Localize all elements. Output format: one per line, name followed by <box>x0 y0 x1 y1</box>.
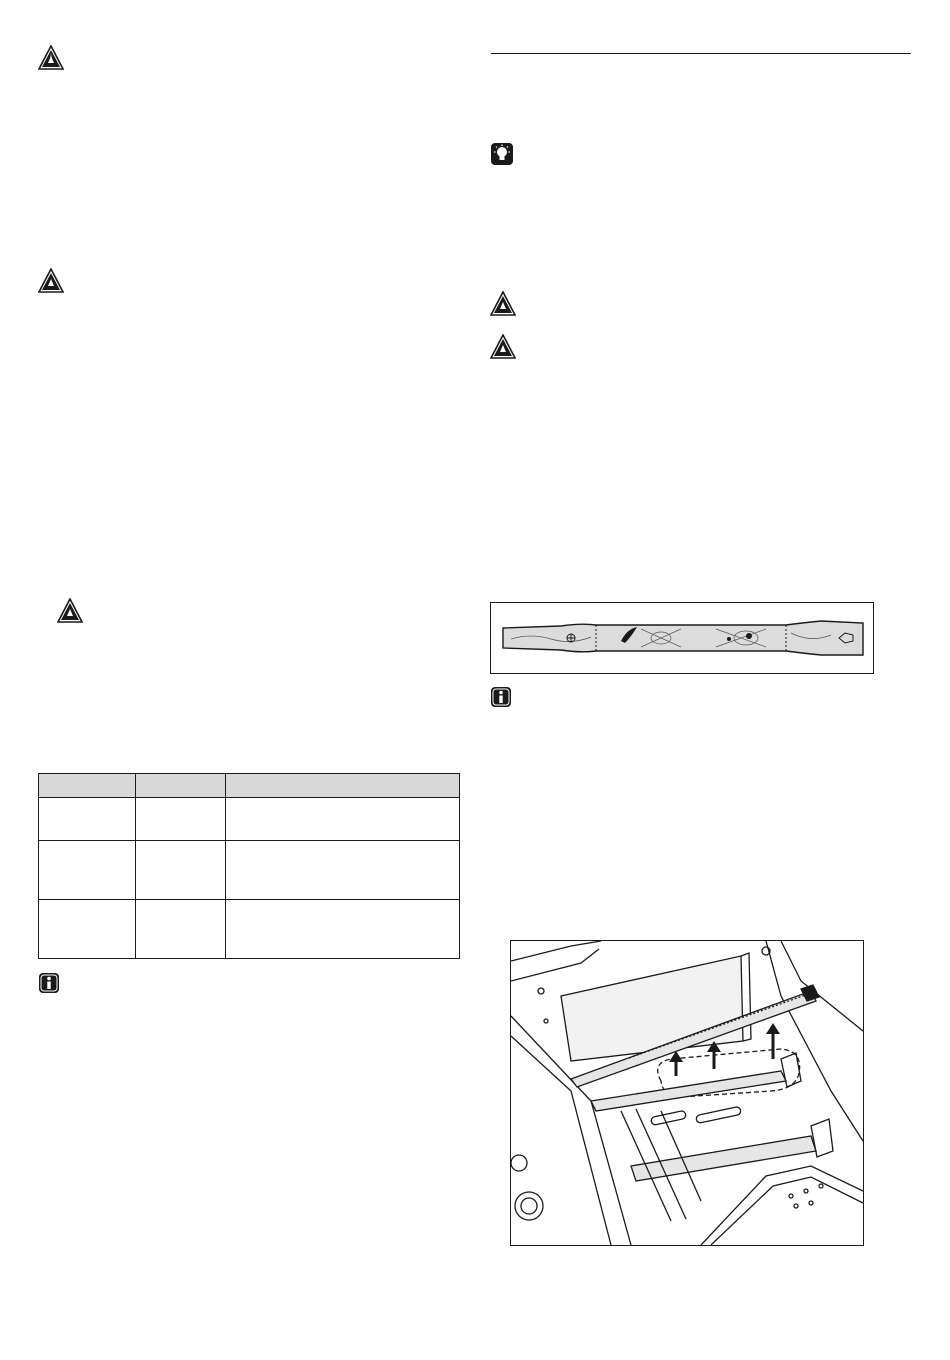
spec-table <box>38 773 460 959</box>
grill-interior-drawing <box>511 941 863 1245</box>
table-row <box>39 798 460 841</box>
warning-triangle-icon <box>490 291 516 317</box>
table-cell <box>226 900 460 959</box>
table-row <box>39 841 460 900</box>
table-cell <box>136 900 226 959</box>
info-icon <box>38 972 60 994</box>
table-cell <box>136 841 226 900</box>
section-divider <box>491 53 911 54</box>
table-cell <box>39 900 136 959</box>
warning-triangle-icon <box>57 598 83 624</box>
table-cell <box>39 841 136 900</box>
table-cell <box>226 798 460 841</box>
table-header-cell <box>39 774 136 798</box>
info-icon <box>490 686 512 708</box>
burner-tube-illustration <box>490 602 874 674</box>
warning-triangle-icon <box>38 45 64 71</box>
table-row <box>39 900 460 959</box>
burner-tube-drawing <box>491 603 873 673</box>
table-cell <box>226 841 460 900</box>
warning-triangle-icon <box>38 268 64 294</box>
table-cell <box>39 798 136 841</box>
lightbulb-tip-icon <box>490 142 514 166</box>
table-header-cell <box>226 774 460 798</box>
table-cell <box>136 798 226 841</box>
warning-triangle-icon <box>490 334 516 360</box>
grill-burner-removal-illustration <box>510 940 864 1246</box>
table-header-cell <box>136 774 226 798</box>
table-header-row <box>39 774 460 798</box>
